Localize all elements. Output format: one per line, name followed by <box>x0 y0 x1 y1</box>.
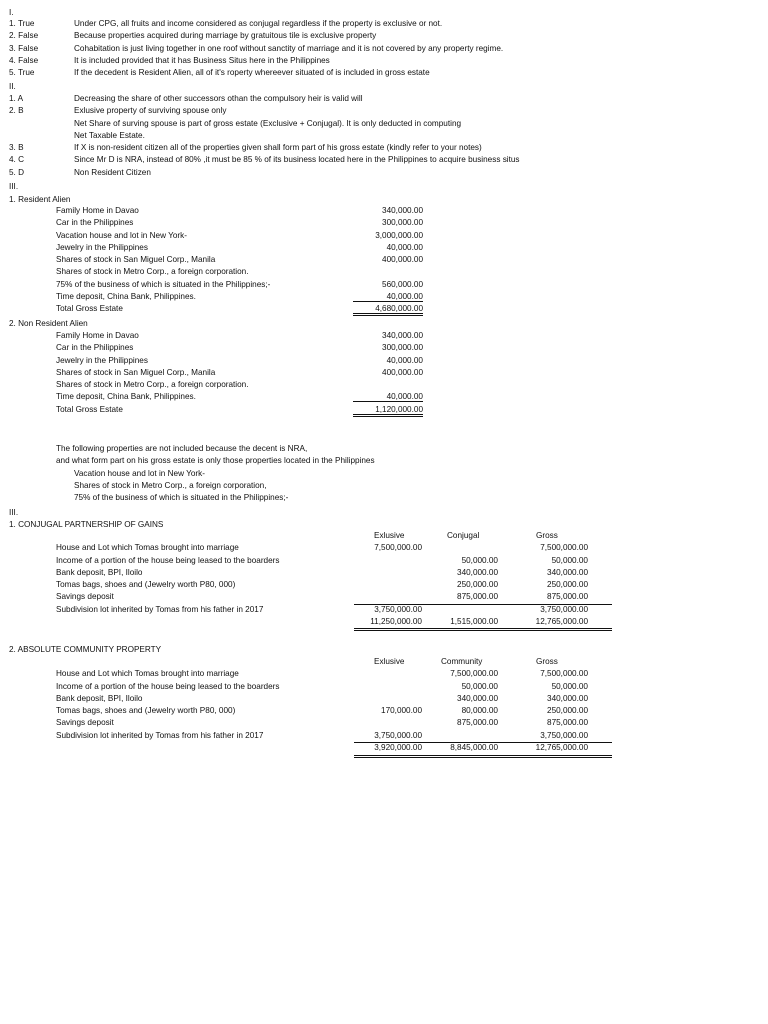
note-item: Shares of stock in Metro Corp., a foreign corporation, <box>74 480 267 490</box>
part1-item: 2. False Because properties acquired during marriage by gratuitous tile is exclusive property <box>9 31 377 41</box>
part1-item: 1. True Under CPG, all fruits and income considered as conjugal regardless if the property is exclusive or not. <box>9 19 443 28</box>
table-row: House and Lot which Tomas brought into marriage 7,500,000.00 7,500,000.00 <box>56 543 588 553</box>
part1-item: 3. False Cohabitation is just living together in one roof without sanctity of marriage and it is not covered by any property regime. <box>9 43 504 53</box>
table-row: Bank deposit, BPI, Iloilo 340,000.00 340,000.00 <box>56 567 588 577</box>
part2-item: 1. A Decreasing the share of other successors othan the compulsory heir is valid will <box>9 94 363 103</box>
total-row: 11,250,000.00 1,515,000.00 12,765,000.00 <box>370 617 588 627</box>
table-header-row <box>0 531 768 543</box>
table-row: Tomas bags, shoes and (Jewelry worth P80, 000) 250,000.00 250,000.00 <box>56 580 588 590</box>
table-row: Tomas bags, shoes and (Jewelry worth P80, 000) 170,000.00 80,000.00 250,000.00 <box>56 706 588 716</box>
table-row: Jewelry in the Philippines 40,000.00 <box>56 242 423 252</box>
note-item: 75% of the business of which is situated in the Philippines;- <box>74 493 289 503</box>
table-row: Bank deposit, BPI, Iloilo 340,000.00 340,000.00 <box>56 693 588 703</box>
column-header: Gross <box>536 657 558 666</box>
part2-item: 2. B Exlusive property of surviving spouse only <box>9 106 227 116</box>
part1-item: 4. False It is included provided that it has Business Situs here in the Philippines <box>9 55 330 65</box>
table-row: Family Home in Davao 340,000.00 <box>56 331 423 340</box>
table-row: Savings deposit 875,000.00 875,000.00 <box>56 718 588 728</box>
exclusion-note <box>0 444 768 505</box>
total-double-rule <box>354 628 612 631</box>
column-header: Conjugal <box>447 531 480 540</box>
acp-title: 2. ABSOLUTE COMMUNITY PROPERTY <box>9 645 162 654</box>
table-row: Car in the Philippines 300,000.00 <box>56 218 423 228</box>
column-header: Community <box>441 657 483 666</box>
table-row: Subdivision lot inherited by Tomas from his father in 2017 3,750,000.00 3,750,000.00 <box>56 730 588 740</box>
table-row: Time deposit, China Bank, Philippines. 40,000.00 <box>56 392 423 402</box>
table-row: Family Home in Davao 340,000.00 <box>56 206 423 215</box>
table-row: 75% of the business of which is situated in the Philippines;- 560,000.00 <box>56 279 423 289</box>
table-row: Income of a portion of the house being leased to the boarders 50,000.00 50,000.00 <box>56 555 588 565</box>
cpg-table <box>0 531 768 629</box>
table-row: Car in the Philippines 300,000.00 <box>56 343 423 353</box>
table-header-row <box>0 657 768 669</box>
total-double-rule <box>354 755 612 758</box>
part4-heading: III. <box>9 508 19 517</box>
table-row: Income of a portion of the house being leased to the boarders 50,000.00 50,000.00 <box>56 681 588 691</box>
non-resident-alien-table <box>0 331 768 417</box>
column-header: Gross <box>536 531 558 540</box>
subtotal-rule <box>354 604 612 605</box>
non-resident-alien-title: 2. Non Resident Alien <box>9 319 88 328</box>
part1-item: 5. True If the decedent is Resident Alien, all of it's roperty whereever situated of is included in gross estate <box>9 68 430 78</box>
part1-heading: I. <box>9 8 14 17</box>
part1-list <box>0 19 768 80</box>
column-header: Exlusive <box>374 531 405 540</box>
table-row: Savings deposit 875,000.00 875,000.00 <box>56 592 588 602</box>
table-row: Subdivision lot inherited by Tomas from his father in 2017 3,750,000.00 3,750,000.00 <box>56 604 588 614</box>
total-row: Total Gross Estate 1,120,000.00 <box>0 405 768 417</box>
note-line: and what form part on his gross estate is only those properties located in the Philippines <box>56 456 375 466</box>
table-row: Shares of stock in Metro Corp., a foreign corporation. <box>56 380 249 390</box>
column-header: Exlusive <box>374 657 405 666</box>
resident-alien-title: 1. Resident Alien <box>9 195 71 204</box>
part2-item: Net Share of surving spouse is part of gross estate (Exclusive + Conjugal). It is only deducted in computing <box>74 118 462 128</box>
acp-table <box>0 657 768 755</box>
table-row: House and Lot which Tomas brought into marriage 7,500,000.00 7,500,000.00 <box>56 669 588 679</box>
table-row: Time deposit, China Bank, Philippines. 40,000.00 <box>56 292 423 302</box>
part2-heading: II. <box>9 82 16 91</box>
part2-item: 3. B If X is non-resident citizen all of the properties given shall form part of his gross estate (kindly refer to your notes) <box>9 143 482 153</box>
total-row: Total Gross Estate 4,680,000.00 <box>0 304 768 316</box>
note-item: Vacation house and lot in New York- <box>74 468 205 478</box>
cpg-title: 1. CONJUGAL PARTNERSHIP OF GAINS <box>9 520 164 529</box>
table-row: Vacation house and lot in New York- 3,000,000.00 <box>56 230 423 240</box>
table-row: Shares of stock in Metro Corp., a foreign corporation. <box>56 267 249 277</box>
table-row: Shares of stock in San Miguel Corp., Manila 400,000.00 <box>56 367 423 377</box>
table-row: Shares of stock in San Miguel Corp., Manila 400,000.00 <box>56 255 423 265</box>
part2-item: 5. D Non Resident Citizen <box>9 167 151 177</box>
part2-item: 4. C Since Mr D is NRA, instead of 80% ,it must be 85 % of its business located here in the Philippines to acquire business situs <box>9 155 520 165</box>
part2-list <box>0 94 768 180</box>
resident-alien-table <box>0 206 768 317</box>
part3-heading: III. <box>9 182 19 191</box>
total-row: 3,920,000.00 8,845,000.00 12,765,000.00 <box>374 743 588 753</box>
part2-item: Net Taxable Estate. <box>74 130 145 140</box>
note-line: The following properties are not included because the decent is NRA, <box>56 444 308 453</box>
table-row: Jewelry in the Philippines 40,000.00 <box>56 355 423 365</box>
